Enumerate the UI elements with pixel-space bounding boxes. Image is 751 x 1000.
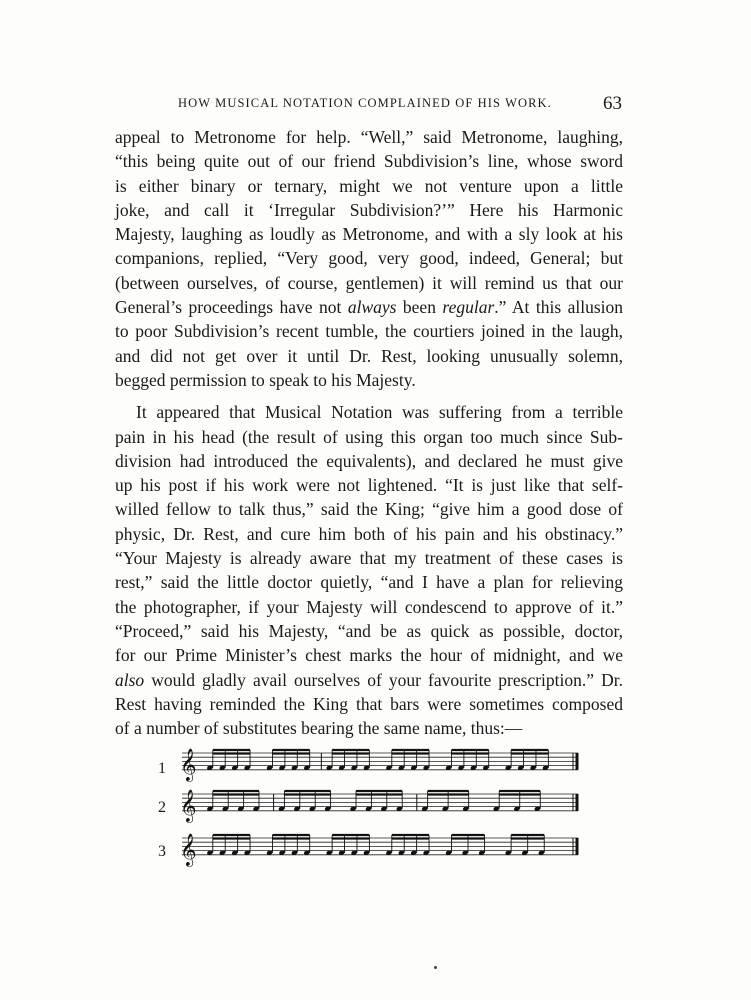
text-line: Majesty, laughing as loudly as Metronome, and with a sly look at his <box>115 224 623 245</box>
text-line: is either binary or ternary, might we not venture upon a little <box>115 175 623 196</box>
page-number: 63 <box>603 93 622 114</box>
text-line: It appeared that Musical Notation was suffering from a terrible <box>136 402 623 423</box>
text-line: of a number of substitutes bearing the same name, thus:— <box>115 718 523 739</box>
text-line: (between ourselves, of course, gentlemen) it will remind us that our <box>115 272 623 293</box>
text-line: physic, Dr. Rest, and cure him both of his pain and his obstinacy.” <box>115 523 623 544</box>
page-speck <box>434 966 437 969</box>
music-row-label-2: 2 <box>158 799 166 816</box>
text-line: willed fellow to talk thus,” said the King; “give him a good dose of <box>115 499 623 520</box>
treble-clef: 𝄞 <box>180 747 197 781</box>
text-line: for our Prime Minister’s chest marks the hour of midnight, and we <box>115 645 623 666</box>
text-line: Rest having reminded the King that bars were sometimes composed <box>115 693 623 714</box>
text-line: to poor Subdivision’s recent tumble, the courtiers joined in the laugh, <box>115 321 623 342</box>
text-line: appeal to Metronome for help. “Well,” said Metronome, laughing, <box>115 127 623 147</box>
music-row-label-1: 1 <box>158 760 166 777</box>
text-line: companions, replied, “Very good, very good, indeed, General; but <box>115 248 623 269</box>
running-head <box>0 94 751 118</box>
text-line: and did not get over it until Dr. Rest, looking unusually solemn, <box>115 345 623 366</box>
text-line: up his post if his work were not lightened. “It is just like that self- <box>115 475 623 496</box>
text-line: “Your Majesty is already aware that my treatment of these cases is <box>115 548 623 569</box>
text-line: division had introduced the equivalents), and declared he must give <box>115 450 623 471</box>
music-staves <box>158 745 588 885</box>
text-line: joke, and call it ‘Irregular Subdivision?’” Here his Harmonic <box>115 199 623 220</box>
text-line: pain in his head (the result of using this organ too much since Sub- <box>115 426 623 447</box>
music-row-label-3: 3 <box>158 843 166 860</box>
text-line: the photographer, if your Majesty will condescend to approve of it.” <box>115 596 623 617</box>
body-text <box>115 125 623 740</box>
text-line: rest,” said the little doctor quietly, “and I have a plan for relieving <box>115 572 623 593</box>
text-line: also would gladly avail ourselves of your favourite prescription.” Dr. <box>115 669 623 690</box>
running-title: HOW MUSICAL NOTATION COMPLAINED OF HIS WORK. <box>178 96 552 110</box>
treble-clef: 𝄞 <box>180 832 197 866</box>
text-line: begged permission to speak to his Majesty. <box>115 369 416 390</box>
text-line: General’s proceedings have not always been regular.” At this allusion <box>115 297 623 318</box>
text-line: “this being quite out of our friend Subdivision’s line, whose sword <box>115 151 623 172</box>
treble-clef: 𝄞 <box>180 788 197 822</box>
italic-text: also <box>115 669 145 690</box>
italic-text: always <box>347 297 397 318</box>
italic-text: regular <box>442 297 495 318</box>
text-line: “Proceed,” said his Majesty, “and be as quick as possible, doctor, <box>115 620 623 641</box>
paragraph-gap <box>115 392 623 400</box>
music-example <box>158 745 588 885</box>
